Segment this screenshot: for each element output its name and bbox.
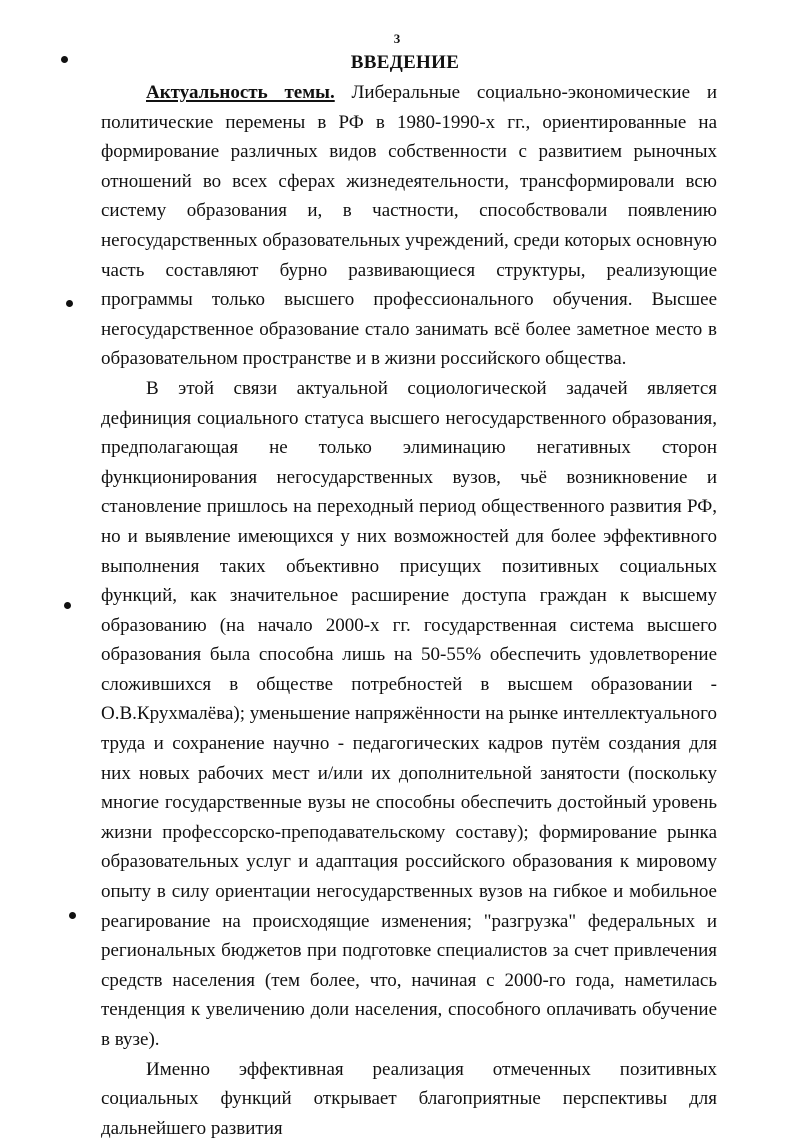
binder-hole-mark — [66, 300, 73, 307]
body-text — [101, 78, 717, 1143]
binder-hole-mark — [69, 912, 76, 919]
paragraph-text: В этой связи актуальной социологической задачей является дефиниция социального статуса высшего негосударственного образования, предполагающая не только элиминацию негативных сторон функционирования негосударственных вузов, чьё возникновение и становление пришлось на переходный период общественного развития РФ, но и выявление имеющихся у них возможностей для более эффективного выполнения таких объективно присущих позитивных социальных функций, как значительное расширение доступа граждан к высшему образованию (на начало 2000-х гг. государственная система высшего образования была способна лишь на 50-55% обеспечить удовлетворение сложившихся в обществе потребностей в высшем образовании - О.В.Крухмалёва); уменьшение напряжённости на рынке интеллектуального труда и сохранение научно - педагогических кадров путём создания для них новых рабочих мест и/или их дополнительной занятости (поскольку многие государственные вузы не способны обеспечить достойный уровень жизни профессорско-преподавательскому составу); формирование рынка образовательных услуг и адаптация российского образования к мировому опыту в силу ориентации негосударственных вузов на гибкое и мобильное реагирование на происходящие изменения; "разгрузка" федеральных и региональных бюджетов при подготовке специалистов за счет привлечения средств населения (тем более, что, начиная с 2000-го года, наметилась тенденция к увеличению доли населения, способного оплачивать обучение в вузе). — [101, 377, 717, 1050]
paragraph-text: Именно эффективная реализация отмеченных позитивных социальных функций открывает благоприятные перспективы для дальнейшего развития — [101, 1058, 717, 1139]
section-heading: ВВЕДЕНИЕ — [350, 52, 460, 73]
paragraph-text: Либеральные социально-экономические и политические перемены в РФ в 1980-1990-х гг., ориентированные на формирование различных видов собственности с развитием рыночных отношений во всех сферах жизнедеятельности, трансформировали всю систему образования и, в частности, способствовали появлению негосударственных образовательных учреждений, среди которых основную часть составляют бурно развивающиеся структуры, реализующие программы только высшего профессионального обучения. Высшее негосударственное образование стало занимать всё более заметное место в образовательном пространстве и в жизни российского общества. — [101, 82, 717, 370]
paragraph-social-status — [101, 374, 717, 1055]
paragraph-relevance — [101, 78, 717, 374]
page-number: 3 — [393, 31, 401, 46]
binder-hole-mark — [64, 602, 71, 609]
paragraph-prospects — [101, 1055, 717, 1143]
relevance-lead: Актуальность темы. — [146, 82, 335, 103]
